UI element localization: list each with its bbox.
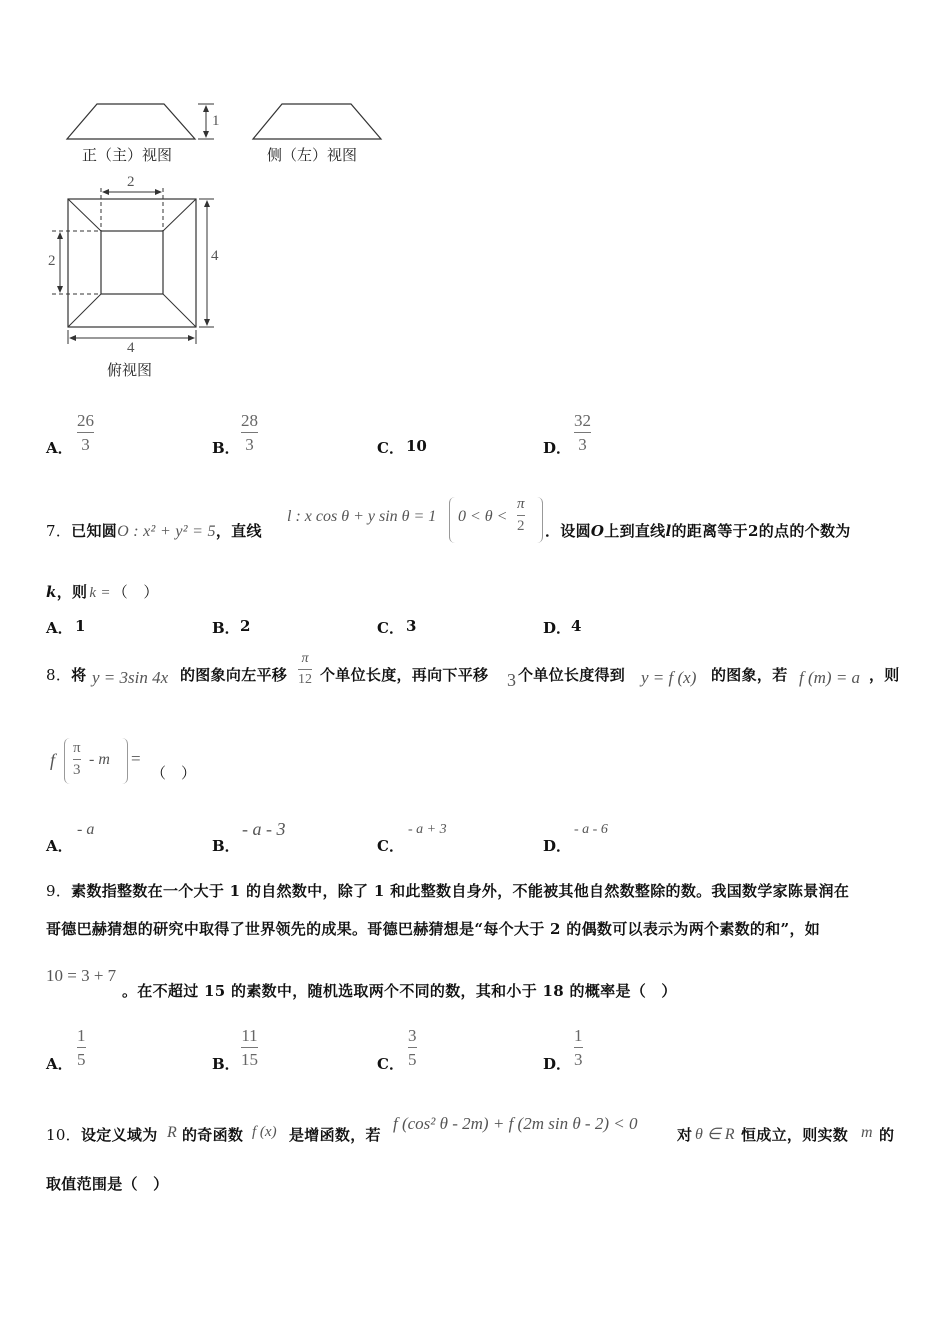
numerator: 32: [574, 411, 591, 430]
q7-line-eq: l : x cos θ + y sin θ = 1: [287, 508, 437, 525]
q7-stem-line1-tail: [545, 520, 851, 541]
q9-option-d-fraction[interactable]: [574, 1027, 583, 1068]
q7-stem-line2: [46, 581, 159, 602]
q8-text: 将: [71, 666, 87, 684]
q8-f-label: f: [50, 750, 56, 770]
q9-text: 素数指整数在一个大于 1 的自然数中，除了 1 和此整数自身外，不能被其他自然数整除的数。我国数学家陈景润在: [71, 882, 850, 900]
q9-option-c-fraction[interactable]: [408, 1027, 417, 1068]
q7-o: O: [590, 522, 605, 540]
q8-text: 个单位长度，再向下平移: [320, 666, 489, 684]
numerator: 11: [241, 1026, 258, 1045]
q7-option-b-value[interactable]: 2: [240, 617, 251, 635]
numerator: 28: [241, 411, 258, 430]
side-view-trapezoid: [253, 104, 381, 139]
q6-option-d-fraction[interactable]: [574, 412, 591, 453]
dim-bottom-label: 4: [127, 340, 135, 356]
q7-answer-paren: （ ）: [112, 583, 159, 601]
q7-text: ，直线: [215, 522, 262, 540]
front-view-trapezoid: [67, 104, 195, 139]
q10-stem-line2: [46, 1173, 168, 1194]
q7-text: 的距离等于: [671, 522, 748, 540]
q7-condition-fraction: [517, 497, 525, 534]
denominator: 12: [298, 672, 312, 687]
denominator: 3: [73, 762, 81, 778]
q10-text: 对: [677, 1126, 693, 1144]
q6-option-d-letter[interactable]: D．: [543, 439, 572, 457]
q7-k-eq: k =: [89, 585, 111, 601]
q8-text: 个单位长度得到: [518, 666, 626, 684]
q8-number: 8．: [46, 666, 72, 684]
q6-option-a-letter[interactable]: A．: [46, 439, 73, 457]
q8-option-d-value[interactable]: - a - 6: [574, 822, 608, 837]
q8-stem-line1: [46, 664, 86, 685]
denominator: 15: [241, 1050, 258, 1069]
q8-text: 的图象向左平移: [180, 666, 288, 684]
q10-inequality: f (cos² θ - 2m) + f (2m sin θ - 2) < 0: [393, 1114, 638, 1133]
q8-option-b-letter[interactable]: B．: [212, 837, 240, 855]
q8-option-a-letter[interactable]: A．: [46, 837, 73, 855]
q6-option-c-letter[interactable]: C．: [377, 439, 404, 457]
q7-option-a-value[interactable]: 1: [75, 617, 86, 635]
q7-text: 的点的个数为: [758, 522, 851, 540]
q8-eq: =: [131, 749, 141, 768]
q8-shift-fraction: [298, 652, 312, 687]
side-view-label: 侧（左）视图: [267, 146, 358, 164]
q8-option-b-value[interactable]: - a - 3: [242, 819, 286, 839]
q7-number: 7．: [46, 522, 72, 540]
numerator: 26: [77, 411, 94, 430]
q7-text: 上到直线: [604, 522, 666, 540]
denominator: 3: [578, 435, 587, 454]
q10-text: 的: [879, 1126, 895, 1144]
front-view-label: 正（主）视图: [82, 146, 173, 164]
q7-text: ，则: [56, 583, 88, 601]
q9-option-d-letter[interactable]: D．: [543, 1055, 572, 1073]
q10-text-b: [289, 1124, 381, 1145]
denominator: 5: [77, 1050, 86, 1069]
q7-option-d-letter[interactable]: D．: [543, 619, 572, 637]
q8-option-c-value[interactable]: - a + 3: [408, 822, 447, 837]
denominator: 3: [81, 435, 90, 454]
three-view-figure: [0, 0, 420, 400]
numerator: 1: [77, 1026, 86, 1045]
q10-text: 的奇函数: [182, 1126, 244, 1144]
q9-number: 9．: [46, 882, 72, 900]
q10-number: 10．: [46, 1126, 81, 1144]
q7-text: 已知圆: [71, 522, 118, 540]
q10-text: 取值范围是（ ）: [46, 1175, 169, 1193]
q10-text-a: [182, 1124, 243, 1145]
q9-example: 10 = 3 + 7: [46, 966, 117, 985]
q7-option-c-letter[interactable]: C．: [377, 619, 404, 637]
q10-text-c: [677, 1124, 692, 1145]
q8-text-d: [711, 664, 788, 685]
q10-text: 恒成立，则实数: [741, 1126, 849, 1144]
q10-text: 是增函数，若: [289, 1126, 381, 1144]
dim-right-label: 4: [211, 248, 219, 264]
q7-option-d-value[interactable]: 4: [571, 617, 582, 635]
q8-text-b: [320, 664, 488, 685]
q8-option-c-letter[interactable]: C．: [377, 837, 404, 855]
q10-text: 设定义域为: [81, 1126, 158, 1144]
q7-circle-eq: O : x² + y² = 5: [117, 523, 216, 540]
q8-arg-tail: - m: [89, 751, 110, 768]
q6-option-b-fraction[interactable]: [241, 412, 258, 453]
q7-option-a-letter[interactable]: A．: [46, 619, 73, 637]
q10-stem-line1: [46, 1124, 158, 1145]
numerator: π: [517, 496, 525, 512]
q9-option-a-letter[interactable]: A．: [46, 1055, 73, 1073]
q8-text: ，则: [869, 666, 900, 684]
q8-fm: f (m) = a: [799, 668, 861, 687]
q9-text: 哥德巴赫猜想的研究中取得了世界领先的成果。哥德巴赫猜想是“每个大于 2 的偶数可以表示为两个素数的和”，如: [46, 920, 821, 938]
q7-k: k: [46, 583, 57, 601]
q9-stem-line3: [122, 980, 677, 1001]
q6-option-c-value[interactable]: 10: [406, 437, 427, 455]
q7-option-c-value[interactable]: 3: [406, 617, 417, 635]
q7-text: ．设圆: [545, 522, 591, 540]
q8-text-c: [518, 664, 625, 685]
q8-fx: y = f (x): [641, 668, 697, 687]
q10-text-e: [879, 1124, 894, 1145]
q6-option-b-letter[interactable]: B．: [212, 439, 240, 457]
q7-condition-left: 0 < θ <: [458, 508, 508, 525]
q7-option-b-letter[interactable]: B．: [212, 619, 240, 637]
q10-text-d: [741, 1124, 848, 1145]
q10-m: m: [861, 1124, 873, 1141]
q7-stem-line1: [46, 520, 262, 541]
q8-text: 的图象，若: [711, 666, 788, 684]
q10-theta-in: θ ∈ R: [695, 1126, 735, 1143]
dim-height-label: 1: [212, 113, 220, 129]
dim-top-width-label: 2: [127, 174, 135, 190]
q9-stem-line2: [46, 918, 820, 939]
q8-option-a-value[interactable]: - a: [77, 821, 95, 838]
dim-left-inner-label: 2: [48, 253, 56, 269]
q9-option-b-fraction[interactable]: [241, 1027, 258, 1068]
q8-text-e: [869, 664, 900, 685]
q9-option-b-letter[interactable]: B．: [212, 1055, 240, 1073]
q10-fx: f (x): [252, 1124, 277, 1140]
q9-stem-line1: [46, 880, 849, 901]
denominator: 3: [574, 1050, 583, 1069]
q8-answer-paren: （ ）: [151, 764, 197, 782]
q8-option-d-letter[interactable]: D．: [543, 837, 572, 855]
numerator: π: [301, 651, 309, 666]
q8-down: 3: [507, 670, 516, 690]
q8-arg-fraction: [73, 741, 81, 778]
numerator: 1: [574, 1026, 583, 1045]
q9-text: 。在不超过 15 的素数中，随机选取两个不同的数，其和小于 18 的概率是（ ）: [122, 982, 677, 1000]
q8-func: y = 3sin 4x: [92, 668, 169, 687]
denominator: 5: [408, 1050, 417, 1069]
q10-R: R: [167, 1124, 177, 1141]
q8-text-a: [180, 664, 287, 685]
q6-option-a-fraction[interactable]: [77, 412, 94, 453]
q9-option-c-letter[interactable]: C．: [377, 1055, 404, 1073]
q7-two: 2: [748, 522, 759, 540]
q9-option-a-fraction[interactable]: [77, 1027, 86, 1068]
q7-l: l: [665, 522, 672, 540]
denominator: 3: [245, 435, 254, 454]
numerator: 3: [408, 1026, 417, 1045]
top-view-inner-square: [101, 231, 163, 294]
denominator: 2: [517, 518, 525, 534]
numerator: π: [73, 740, 81, 756]
top-view-label: 俯视图: [107, 361, 153, 379]
